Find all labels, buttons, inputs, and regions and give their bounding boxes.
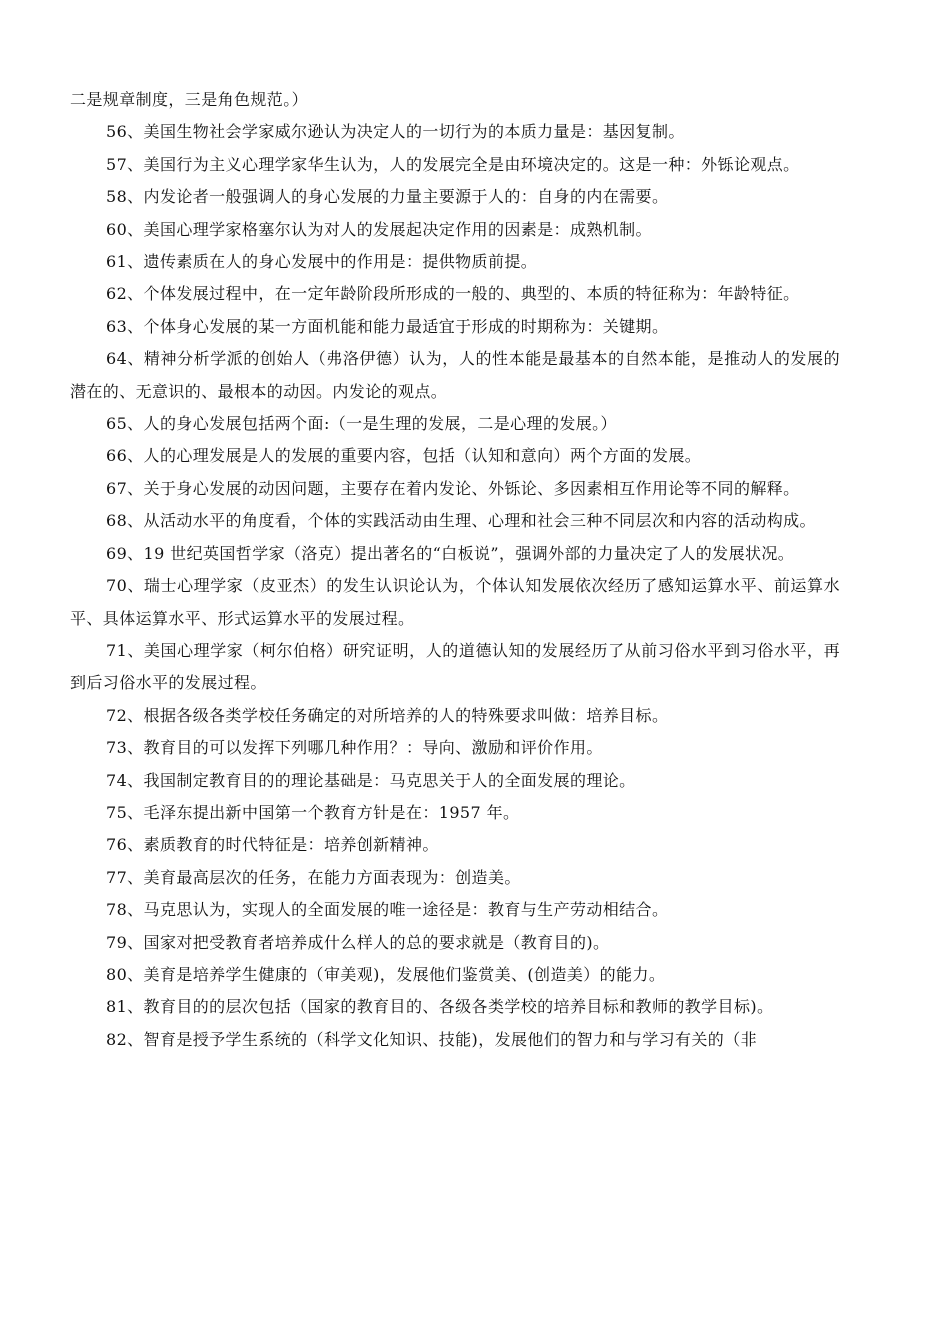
item-69: 69、19 世纪英国哲学家（洛克）提出著名的“白板说”，强调外部的力量决定了人的发展状况。 — [106, 543, 795, 563]
item-82: 82、智育是授予学生系统的（科学文化知识、技能)，发展他们的智力和与学习有关的（非 — [106, 1029, 758, 1049]
item-70: 70、瑞士心理学家（皮亚杰）的发生认识论认为，个体认知发展依次经历了感知运算水平、前运算水平、具体运算水平、形式运算水平的发展过程。 — [70, 576, 840, 628]
item-67: 67、关于身心发展的动因问题，主要存在着内发论、外铄论、多因素相互作用论等不同的解释。 — [106, 478, 800, 498]
item-58: 58、内发论者一般强调人的身心发展的力量主要源于人的：自身的内在需要。 — [106, 187, 669, 207]
document-body — [70, 84, 840, 1056]
paragraph-continuation: 二是规章制度，三是角色规范。） — [70, 90, 309, 109]
item-64: 64、精神分析学派的创始人（弗洛伊德）认为，人的性本能是最基本的自然本能，是推动人的发展的潜在的、无意识的、最根本的动因。内发论的观点。 — [70, 349, 840, 401]
item-74: 74、我国制定教育目的的理论基础是：马克思关于人的全面发展的理论。 — [106, 770, 636, 790]
item-76: 76、素质教育的时代特征是：培养创新精神。 — [106, 835, 439, 855]
item-75: 75、毛泽东提出新中国第一个教育方针是在：1957 年。 — [106, 802, 520, 822]
item-77: 77、美育最高层次的任务，在能力方面表现为：创造美。 — [106, 867, 521, 887]
item-57: 57、美国行为主义心理学家华生认为，人的发展完全是由环境决定的。这是一种：外铄论观点。 — [106, 154, 800, 174]
item-56: 56、美国生物社会学家威尔逊认为决定人的一切行为的本质力量是：基因复制。 — [106, 122, 685, 142]
item-62: 62、个体发展过程中，在一定年龄阶段所形成的一般的、典型的、本质的特征称为：年龄特征。 — [106, 284, 800, 304]
item-60: 60、美国心理学家格塞尔认为对人的发展起决定作用的因素是：成熟机制。 — [106, 219, 652, 239]
item-61: 61、遗传素质在人的身心发展中的作用是：提供物质前提。 — [106, 252, 538, 272]
item-73: 73、教育目的可以发挥下列哪几种作用？：导向、激励和评价作用。 — [106, 738, 603, 758]
item-78: 78、马克思认为，实现人的全面发展的唯一途径是：教育与生产劳动相结合。 — [106, 900, 669, 920]
item-81: 81、教育目的的层次包括（国家的教育目的、各级各类学校的培养目标和教师的教学目标)。 — [106, 997, 774, 1017]
item-79: 79、国家对把受教育者培养成什么样人的总的要求就是（教育目的)。 — [106, 932, 610, 952]
item-72: 72、根据各级各类学校任务确定的对所培养的人的特殊要求叫做：培养目标。 — [106, 705, 669, 725]
item-68: 68、从活动水平的角度看，个体的实践活动由生理、心理和社会三种不同层次和内容的活动构成。 — [106, 511, 816, 531]
item-80: 80、美育是培养学生健康的（审美观)，发展他们鉴赏美、(创造美）的能力。 — [106, 964, 666, 984]
item-71: 71、美国心理学家（柯尔伯格）研究证明，人的道德认知的发展经历了从前习俗水平到习俗水平，再到后习俗水平的发展过程。 — [70, 640, 840, 693]
item-66: 66、人的心理发展是人的发展的重要内容，包括（认知和意向）两个方面的发展。 — [106, 446, 702, 466]
item-65: 65、人的身心发展包括两个面:（一是生理的发展，二是心理的发展。） — [106, 414, 617, 434]
item-63: 63、个体身心发展的某一方面机能和能力最适宜于形成的时期称为：关键期。 — [106, 316, 669, 336]
